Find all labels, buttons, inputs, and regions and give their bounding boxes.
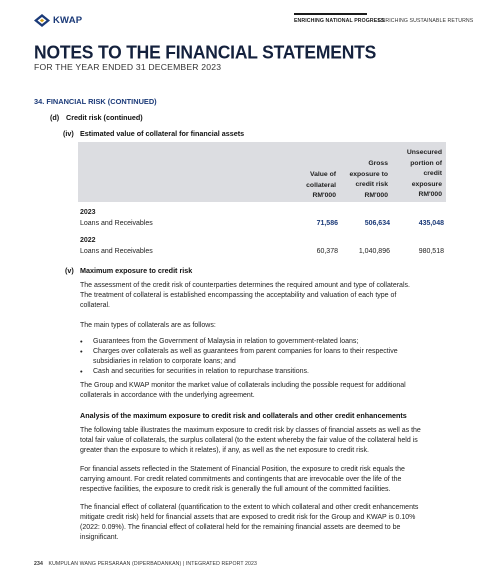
nav-enriching-sustainable-returns[interactable]: ENRICHING SUSTAINABLE RETURNS [378,18,474,24]
d-title: Credit risk (continued) [66,113,143,122]
header-value-of-collateral: Value of collateral RM'000 [306,171,336,199]
v-title: Maximum exposure to credit risk [80,266,193,275]
cell-2023-unsecured: 435,048 [418,220,444,227]
cell-2023-gross: 506,634 [364,220,390,227]
v-label: (v) [65,266,74,275]
list-item: • Charges over collaterals as well as guarantees from parent companies for loans to their respective subsidiaries in relation to corporate loans; and [80,347,452,367]
cell-2022-unsecured: 980,518 [418,248,444,255]
paragraph-following-table: The following table illustrates the maximum exposure to credit risk by classes of financial assets as well as the total fair value of collaterals, the surplus collateral (to the extent whereby the fair value of the collateral held is greater than the exposure to which it relates), if any, as well as the net exposure to credit risk. [80,427,421,454]
nav-enriching-national-progress[interactable]: ENRICHING NATIONAL PROGRESS [294,18,385,24]
analysis-heading: Analysis of the maximum exposure to credit risk and collaterals and other credit enhancements [80,411,407,420]
cell-2022-collateral: 60,378 [316,248,338,255]
paragraph-financial-position: For financial assets reflected in the Statement of Financial Position, the exposure to credit risk equals the carrying amount. For credit related commitments and contingents that are irrevocable over the life of the respective facilities, the exposure to credit risk is generally the full amount of the committed facilities. [80,466,405,493]
logo-text: KWAP [53,15,83,26]
iv-label: (iv) [63,129,74,138]
year-2022: 2022 [80,237,96,244]
kwap-logo [34,14,82,27]
d-label: (d) [50,113,60,122]
list-item: • Cash and securities for securities in relation to repurchase transitions. [80,367,452,377]
paragraph-main-types: The main types of collaterals are as follows: [80,322,216,329]
cell-2022-gross: 1,040,896 [358,248,390,255]
section-heading: 34. FINANCIAL RISK (CONTINUED) [34,97,157,106]
header-unsecured-portion: Unsecured portion of credit exposure RM'000 [406,149,442,198]
nav-active-indicator [294,13,367,15]
table-header [78,142,446,202]
year-2023: 2023 [80,209,96,216]
row-label-2022: Loans and Receivables [80,248,153,255]
footer-text: KUMPULAN WANG PERSARAAN (DIPERBADANKAN) | INTEGRATED REPORT 2023 [48,561,257,567]
cell-2023-collateral: 71,586 [316,220,338,227]
row-label-2023: Loans and Receivables [80,220,153,227]
page-number: 234 [34,561,43,567]
page-subtitle: FOR THE YEAR ENDED 31 DECEMBER 2023 [34,62,222,72]
iv-title: Estimated value of collateral for financial assets [80,129,245,138]
kwap-logo-icon [34,14,50,27]
header-gross-exposure: Gross exposure to credit risk RM'000 [349,160,388,199]
paragraph-assessment: The assessment of the credit risk of counterparties determines the required amount and type of collaterals. The treatment of collateral is established encompassing the acceptability and valuation of each type of collateral. [80,282,410,309]
paragraph-financial-effect: The financial effect of collateral (quantification to the extent to which collateral and other credit enhancements mitigate credit risk) held for financial assets that are exposed to credit risk for the Group and KWAP is 0.10% (2022: 0.09%). The financial effect of collateral held for the remaining financial assets are deemed to be insignificant. [80,504,419,541]
page-title: NOTES TO THE FINANCIAL STATEMENTS [34,41,377,63]
collateral-type-list [80,337,452,377]
paragraph-monitor: The Group and KWAP monitor the market value of collaterals including the possible request for additional collaterals in accordance with the underlying agreement. [80,382,406,399]
page-footer [34,561,257,567]
list-item: • Guarantees from the Government of Malaysia in relation to government-related loans; [80,337,452,347]
